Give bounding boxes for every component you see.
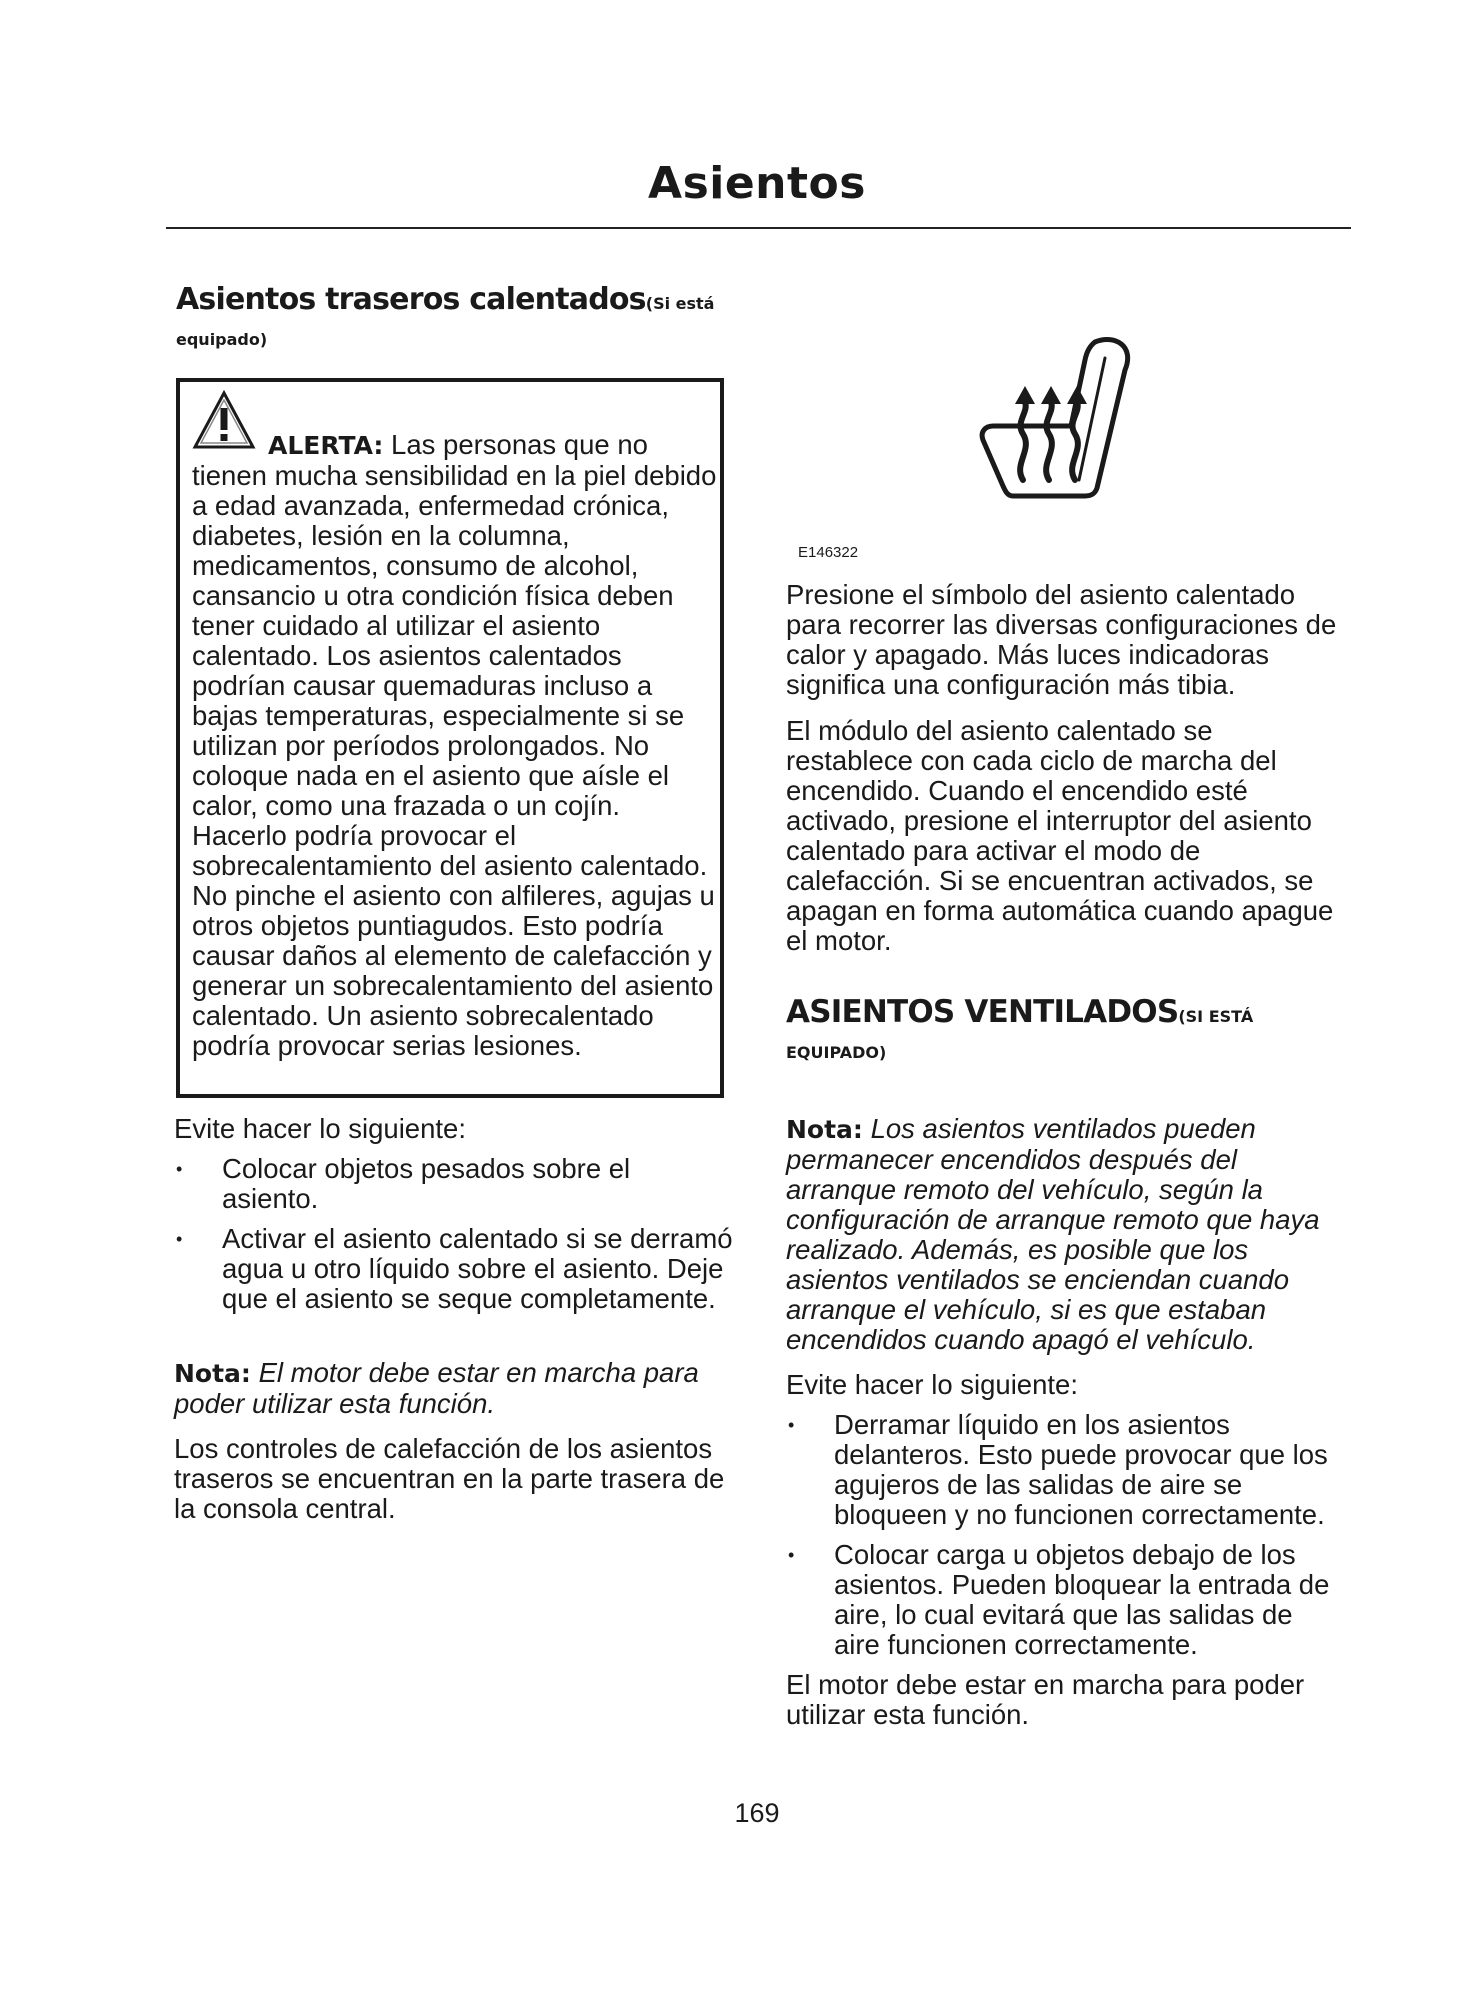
ventilated-avoid-intro: Evite hacer lo siguiente: xyxy=(786,1369,1078,1400)
note-text: El motor debe estar en marcha para poder utilizar esta función. xyxy=(174,1357,699,1419)
figure-id: E146322 xyxy=(798,544,859,561)
heated-rear-heading-suffix-2: equipado) xyxy=(176,330,268,349)
list-item: • Derramar líquido en los asientos delanteros. Esto puede provocar que los agujeros de las salidas de aire se bloqueen y no funcionen correctamente. xyxy=(786,1410,1346,1530)
ventilated-heading-suffix: (SI ESTÁ xyxy=(1178,1007,1254,1026)
list-item: • Activar el asiento calentado si se derramó agua u otro líquido sobre el asiento. Deje que el asiento se seque completamente. xyxy=(174,1224,734,1314)
heated-rear-controls-text: Los controles de calefacción de los asientos traseros se encuentran en la parte trasera de la consola central. xyxy=(174,1433,725,1524)
page-number: 169 xyxy=(734,1798,780,1828)
ventilated-heading-main: ASIENTOS VENTILADOS xyxy=(786,994,1179,1030)
heated-rear-avoid-intro: Evite hacer lo siguiente: xyxy=(174,1113,466,1144)
title-divider xyxy=(166,227,1351,229)
alert-text-block xyxy=(192,430,720,1061)
module-reset-text: El módulo del asiento calentado se restablece con cada ciclo de marcha del encendido. Cuando el encendido esté activado, presione el interruptor del asiento calentado para activar el modo de calefacción. Si se encuentran activados, se apagan en forma automática cuando apague el motor. xyxy=(786,715,1334,956)
alert-label: ALERTA: xyxy=(268,431,384,460)
note-label: Nota: xyxy=(786,1115,863,1144)
note-text: Los asientos ventilados pueden permanecer encendidos después del arranque remoto del vehículo, según la configuración de arranque remoto que haya realizado. Además, es posible que los asientos ventilados se enciendan cuando arranque el vehículo, si es que estaban encendidos cuando apagó el vehículo. xyxy=(786,1113,1320,1355)
ventilated-engine-text: El motor debe estar en marcha para poder utilizar esta función. xyxy=(786,1669,1305,1730)
ventilated-heading-suffix-2: EQUIPADO) xyxy=(786,1043,887,1063)
heated-rear-heading-main: Asientos traseros calentados xyxy=(176,282,646,317)
press-symbol-text: Presione el símbolo del asiento calentado para recorrer las diversas configuraciones de calor y apagado. Más luces indicadoras significa una configuración más tibia. xyxy=(786,579,1337,700)
heated-rear-note xyxy=(174,1358,734,1419)
heated-seat-icon xyxy=(975,330,1155,500)
ventilated-heading xyxy=(786,994,1366,1062)
ventilated-note xyxy=(786,1114,1346,1355)
alert-body: Las personas que no tienen mucha sensibilidad en la piel debido a edad avanzada, enfermedad crónica, diabetes, lesión en la columna, medicamentos, consumo de alcohol, cansancio u otra condición física deben tener cuidado al utilizar el asiento calentado. Los asientos calentados podrían causar quemaduras incluso a bajas temperaturas, especialmente si se utilizan por períodos prolongados. No coloque nada en el asiento que aísle el calor, como una frazada o un cojín. Hacerlo podría provocar el sobrecalentamiento del asiento calentado. No pinche el asiento con alfileres, agujas u otros objetos puntiagudos. Esto podría causar daños al elemento de calefacción y generar un sobrecalentamiento del asiento calentado. Un asiento sobrecalentado podría provocar serias lesiones. xyxy=(192,429,717,1061)
heated-rear-avoid-list xyxy=(174,1154,734,1324)
note-label: Nota: xyxy=(174,1359,251,1388)
list-item: • Colocar objetos pesados sobre el asiento. xyxy=(174,1154,734,1214)
heated-rear-heading-suffix: (Si está xyxy=(645,294,715,313)
alert-box xyxy=(176,378,724,1098)
page-title: Asientos xyxy=(648,158,866,209)
list-item: • Colocar carga u objetos debajo de los asientos. Pueden bloquear la entrada de aire, lo cual evitará que las salidas de aire funcionen correctamente. xyxy=(786,1540,1346,1660)
ventilated-avoid-list xyxy=(786,1410,1346,1670)
heated-rear-heading xyxy=(176,282,736,349)
